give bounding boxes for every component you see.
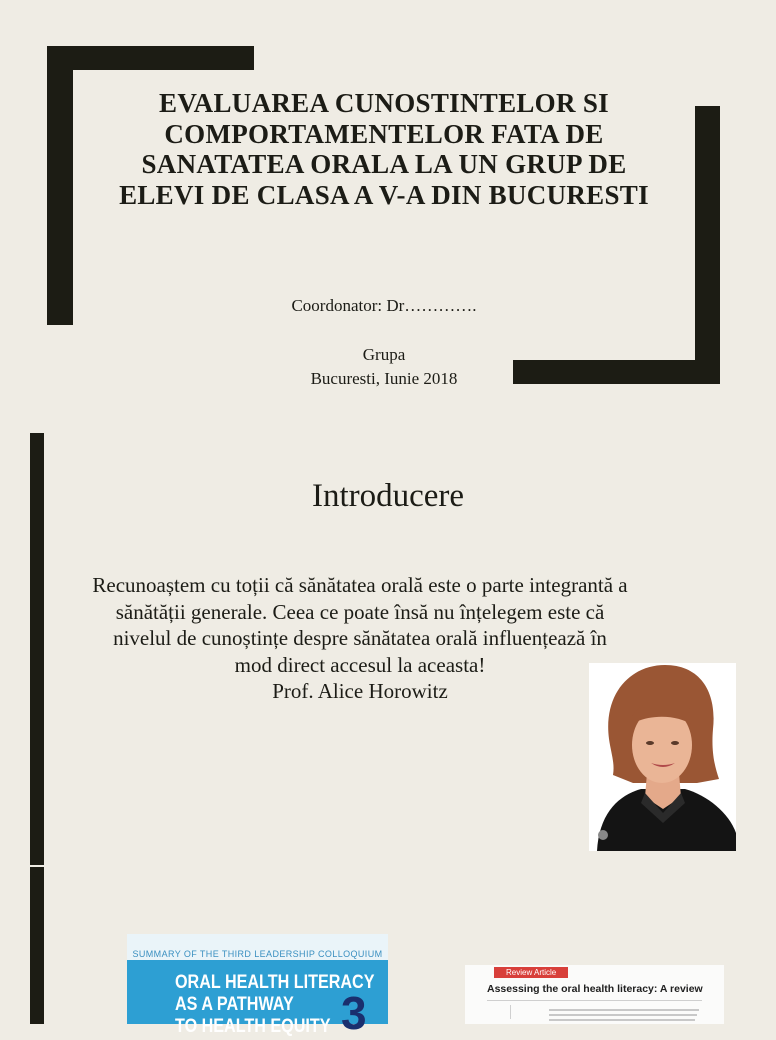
slide3-accent-bar	[30, 867, 44, 1024]
place-date-text: Bucuresti, Iunie 2018	[310, 369, 458, 388]
article-tag: Review Article	[494, 967, 568, 978]
article-text-line	[549, 1019, 695, 1021]
report-cover-image	[127, 934, 388, 1039]
cover-title	[175, 972, 375, 1038]
coordinator-text: Coordonator: Dr………….	[291, 296, 477, 315]
quote-line: sănătății generale. Ceea ce poate însă nu înțelegem este că	[115, 599, 605, 624]
quote-line: mod direct accesul la aceasta!	[234, 652, 486, 677]
quote-author: Prof. Alice Horowitz	[272, 679, 448, 703]
frame-top-left-vertical	[47, 46, 73, 325]
article-text-line	[549, 1014, 697, 1016]
article-divider	[487, 1000, 702, 1001]
cover-title-line: AS A PATHWAY	[175, 994, 294, 1015]
portrait-photo	[589, 663, 736, 851]
quote-line: Recunoaștem cu toții că sănătatea orală este o parte integrantă a	[92, 573, 628, 597]
quote-line: nivelul de cunoștințe despre sănătatea orală influențează în	[113, 626, 607, 650]
quote-block	[44, 572, 676, 705]
article-title: Assessing the oral health literacy: A review	[487, 983, 703, 995]
abstract-label-column	[494, 1005, 511, 1019]
cover-title-line: TO HEALTH EQUITY	[175, 1016, 331, 1037]
frame-top-left-horizontal	[47, 46, 254, 70]
frame-bottom-right-vertical	[695, 106, 720, 384]
group-text: Grupa	[362, 345, 406, 364]
cover-subtitle: SUMMARY OF THE THIRD LEADERSHIP COLLOQUIUM	[127, 934, 388, 960]
cover-number: 3	[341, 987, 367, 1039]
article-text-line	[549, 1009, 699, 1011]
slide-title: EVALUAREA CUNOSTINTELOR SI COMPORTAMENTELOR FATA DE SANATATEA ORALA LA UN GRUP DE ELEVI DE CLASA A V-A DIN BUCURESTI	[119, 88, 649, 210]
section-title: Introducere	[311, 478, 465, 514]
article-page-image	[465, 965, 724, 1024]
cover-title-line: ORAL HEALTH LITERACY	[175, 972, 375, 993]
